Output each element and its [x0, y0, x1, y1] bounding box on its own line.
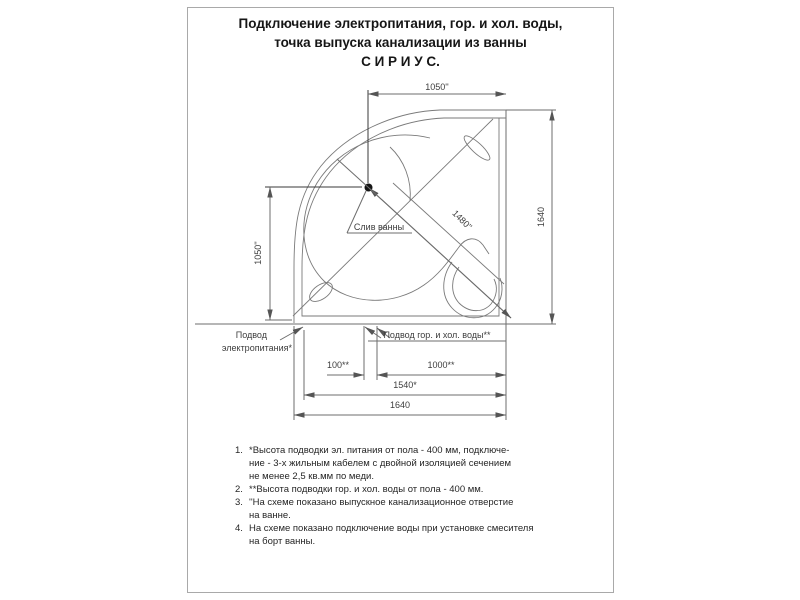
note-line: На схеме показано подключение воды при установке смесителя — [249, 523, 534, 534]
dimension-right — [506, 110, 556, 324]
note-line: **Высота подводки гор. и хол. воды от пола - 400 мм. — [249, 484, 484, 495]
note-line: на ванне. — [249, 510, 291, 521]
note-item — [235, 444, 597, 483]
dimension-overall-width-value: 1640 — [389, 400, 411, 410]
note-number: 1. — [235, 445, 243, 456]
note-number: 2. — [235, 484, 243, 495]
note-line: ''На схеме показано выпускное канализационное отверстие — [249, 497, 514, 508]
electric-supply-label-line2: электропитания* — [221, 343, 292, 353]
dimension-bottom-group — [294, 326, 506, 420]
note-line: *Высота подводки эл. питания от пола - 400 мм, подключе- — [249, 445, 510, 456]
note-line: на борт ванны. — [249, 536, 316, 547]
dimension-electric-to-wall-value: 1540* — [393, 380, 417, 390]
note-item — [235, 522, 597, 548]
electric-supply-label — [222, 327, 303, 353]
wall-lines — [195, 110, 556, 420]
drain-label-text: Слив ванны — [353, 222, 405, 232]
note-number: 3. — [235, 497, 243, 508]
dimension-top-value: 1050'' — [425, 82, 449, 92]
note-line: не менее 2,5 кв.мм по меди. — [249, 471, 374, 482]
dimension-left-value: 1050'' — [253, 241, 263, 265]
bathtub-deck-lines — [293, 119, 504, 316]
dimension-diagonal — [337, 159, 511, 318]
dimension-top — [368, 82, 506, 183]
electric-supply-label-line1: Подвод — [235, 330, 267, 340]
dimension-diagonal-value: 1480'' — [450, 208, 474, 232]
dimension-right-value: 1640 — [536, 206, 546, 228]
note-number: 4. — [235, 523, 243, 534]
title-line-3: С И Р И У С. — [361, 54, 440, 69]
water-supply-label-text: Подвод гор. и хол. воды** — [383, 330, 491, 340]
note-item — [235, 483, 597, 496]
dimension-water-to-wall-value: 1000** — [427, 360, 455, 370]
note-line: ние - 3-х жильным кабелем с двойной изоляцией сечением — [249, 458, 512, 469]
note-item — [235, 496, 597, 522]
title-line-2: точка выпуска канализации из ванны — [274, 35, 527, 50]
title-line-1: Подключение электропитания, гор. и хол. воды, — [238, 16, 563, 31]
dimension-water-offset-value: 100** — [326, 360, 350, 370]
notes-list — [235, 444, 597, 548]
water-supply-label — [365, 327, 506, 341]
